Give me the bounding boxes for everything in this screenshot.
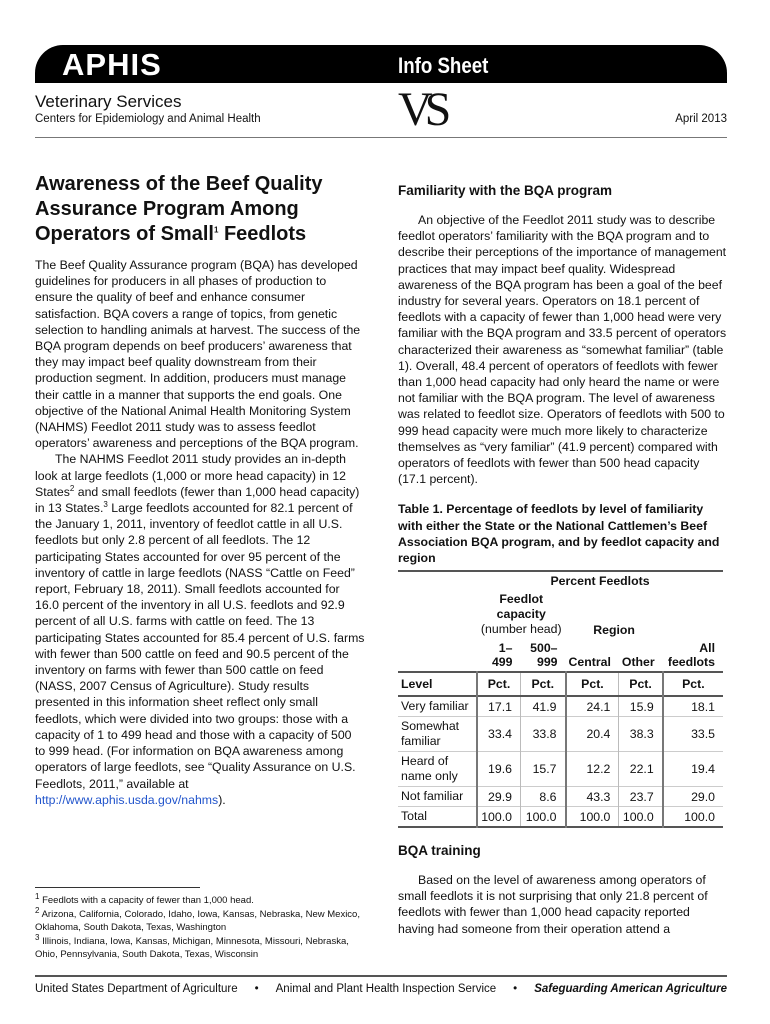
table-cell: 20.4 — [566, 717, 619, 752]
left-column — [35, 257, 365, 808]
table-cell: 33.5 — [691, 727, 715, 741]
capacity-group-header: Feedlot capacity (number head) — [480, 592, 562, 636]
table-cell: 100.0 — [566, 807, 619, 828]
table-cell: 8.6 — [520, 787, 565, 807]
table-1 — [398, 570, 728, 828]
footer-divider — [35, 975, 727, 977]
table-cell: 18.1 — [691, 699, 715, 714]
col-header: Central — [568, 655, 611, 669]
study-paragraph: The NAHMS Feedlot 2011 study provides an in-depth look at large feedlots (1,000 or more head capacity) in 12 States$^2$ and small feedlots (fewer than 1,000 head capacity) in 13 States.$^3$ Large feedlots accounted for 82.1 percent of the January 1, 2011, inventory of feedlot cattle in all U.S. feedlots but only 2.8 percent of all feedlots. The 12 participating States accounted for over 95 percent of the inventory of cattle in large feedlots (NASS “Cattle on Feed” report, February 18, 2011). Small feedlots accounted for 16.0 percent of the inventory in all U.S. feedlots and 92.9 percent of all U.S. farms with cattle on feed. The 13 participating States accounted for 85.4 percent of U.S. farms with fewer than 500 cattle on feed and 90.5 percent of the inventory on farms with fewer than 500 cattle on feed (NASS, 2007 Census of Agriculture). Study results presented in this information sheet reflect only small feedlots, which were divided into two groups: those with a capacity of 1 to 499 head and those with a capacity of 500 to 999 head. (For information on BQA awareness among operators of large feedlots, see “Quality Assurance on U.S. Feedlots, 2011,” available at http://www.aphis.usda.gov/nahms). — [35, 452, 365, 807]
table-cell: 38.3 — [619, 717, 663, 752]
footnote-divider — [35, 887, 200, 888]
info-sheet-label: Info Sheet — [398, 53, 489, 78]
unit-header: Pct. — [520, 672, 565, 696]
nahms-link[interactable]: http://www.aphis.usda.gov/nahms — [35, 792, 219, 807]
table-row — [398, 807, 723, 828]
table-cell: 17.1 — [477, 696, 520, 717]
table-cell: 15.9 — [619, 696, 663, 717]
footer-tagline: Safeguarding American Agriculture — [534, 983, 727, 995]
table-cell: 43.3 — [566, 787, 619, 807]
table-caption: Table 1. Percentage of feedlots by level of familiarity with either the State or the National Cattlemen’s Beef Association BQA program, and by feedlot capacity and region — [398, 502, 720, 566]
table-cell: 29.9 — [477, 787, 520, 807]
footnote: $^1$ Feedlots with a capacity of fewer than 1,000 head. — [35, 891, 254, 906]
table-cell: 41.9 — [520, 696, 565, 717]
row-label: Not familiar — [398, 787, 477, 807]
region-group-header: Region — [593, 623, 635, 637]
table-cell: 100.0 — [477, 807, 520, 828]
table-cell: 29.0 — [691, 789, 715, 804]
table-cell: 15.7 — [520, 752, 565, 787]
header-divider — [35, 137, 727, 138]
col-header: 1–499 — [491, 641, 513, 669]
col-header: Other — [621, 655, 655, 669]
col-header: All feedlots — [667, 641, 715, 669]
table-row — [398, 752, 723, 787]
table-row — [398, 696, 723, 717]
row-label: Very familiar — [398, 696, 477, 717]
familiarity-paragraph: An objective of the Feedlot 2011 study was to describe feedlot operators’ familiarity with the BQA program and to describe their perceptions of the importance of management practices that may impact beef quality. Widespread awareness of the BQA program has been a goal of the beef industry for several years. Operators on 18.1 percent of feedlots with a capacity of fewer than 1,000 head were very familiar with the BQA program and 33.5 percent of operators characterized their awareness as “somewhat familiar” (table 1). Overall, 48.4 percent of operators of feedlots with fewer than 1,000 head capacity had only heard the name or were not familiar with the BQA program. The level of awareness was related to feedlot size. Operators of feedlots with 500 to 999 head capacity were much more likely to characterize themselves as “very familiar” (41.9 percent) compared with operators of feedlots with fewer than 500 head capacity (17.1 percent). — [398, 213, 727, 487]
training-paragraph: Based on the level of awareness among operators of small feedlots it is not surprising that only 21.8 percent of feedlots with fewer than 1,000 head capacity reported having had someone from their operation attend a — [398, 873, 708, 936]
table-row — [398, 717, 723, 752]
table-row — [398, 787, 723, 807]
table-cell: 19.6 — [477, 752, 520, 787]
right-column — [398, 183, 728, 566]
table-cell: 22.1 — [619, 752, 663, 787]
intro-paragraph: The Beef Quality Assurance program (BQA) has developed guidelines for producers in all phases of production to ensure the quality of beef and enhance consumer satisfaction. BQA covers a range of topics, from genetic selection to handling animals at harvest. The success of the BQA program depends on beef producers’ awareness that they may impact beef quality downstream from their production segment. In addition, producers must manage their cattle in a manner that supports the end goals. One objective of the National Animal Health Monitoring System (NAHMS) Feedlot 2011 study was to assess feedlot operators’ awareness and perceptions of the BQA program. — [35, 258, 361, 451]
table-cell: 33.4 — [477, 717, 520, 752]
row-label: Heard of name only — [398, 752, 477, 787]
unit-header: Pct. — [682, 677, 705, 691]
section-heading-training: BQA training — [398, 843, 481, 858]
org-name: Veterinary Services — [35, 92, 182, 111]
table-cell: 100.0 — [684, 809, 715, 824]
col-header: 500–999 — [530, 641, 558, 669]
footer-separator: • — [254, 983, 259, 995]
publish-date: April 2013 — [675, 113, 727, 125]
row-label: Somewhat familiar — [398, 717, 477, 752]
footer-separator: • — [513, 983, 518, 995]
footer — [35, 983, 727, 995]
footer-usda: United States Department of Agriculture — [35, 983, 238, 995]
table-cell: 19.4 — [691, 762, 715, 776]
table-super-header: Percent Feedlots — [550, 574, 650, 588]
org-unit: Centers for Epidemiology and Animal Health — [35, 113, 261, 125]
level-header: Level — [398, 672, 477, 696]
unit-header: Pct. — [477, 672, 520, 696]
table-cell: 23.7 — [619, 787, 663, 807]
table-cell: 100.0 — [520, 807, 565, 828]
unit-header: Pct. — [566, 672, 619, 696]
bqa-training-section — [398, 843, 728, 937]
aphis-logo: APHIS — [62, 47, 162, 82]
table-cell: 100.0 — [619, 807, 663, 828]
footer-aphis: Animal and Plant Health Inspection Service — [275, 983, 497, 995]
vs-logo: VS — [398, 83, 444, 136]
table-cell: 12.2 — [566, 752, 619, 787]
page-title: Awareness of the Beef Quality Assurance Program Among Operators of Small$^1$ Feedlots — [35, 173, 323, 245]
footnotes — [35, 887, 365, 962]
table-cell: 24.1 — [566, 696, 619, 717]
row-label: Total — [398, 807, 477, 828]
unit-header: Pct. — [619, 672, 663, 696]
footnote: $^2$ Arizona, California, Colorado, Idaho, Iowa, Kansas, Nebraska, New Mexico, Oklahoma, South Dakota, Texas, Washington — [35, 905, 360, 933]
footnote: $^3$ Illinois, Indiana, Iowa, Kansas, Michigan, Minnesota, Missouri, Nebraska, Ohio, Pennsylvania, South Dakota, Texas, Wisconsin — [35, 932, 349, 960]
table-cell: 33.8 — [520, 717, 565, 752]
section-heading-familiarity: Familiarity with the BQA program — [398, 183, 613, 198]
